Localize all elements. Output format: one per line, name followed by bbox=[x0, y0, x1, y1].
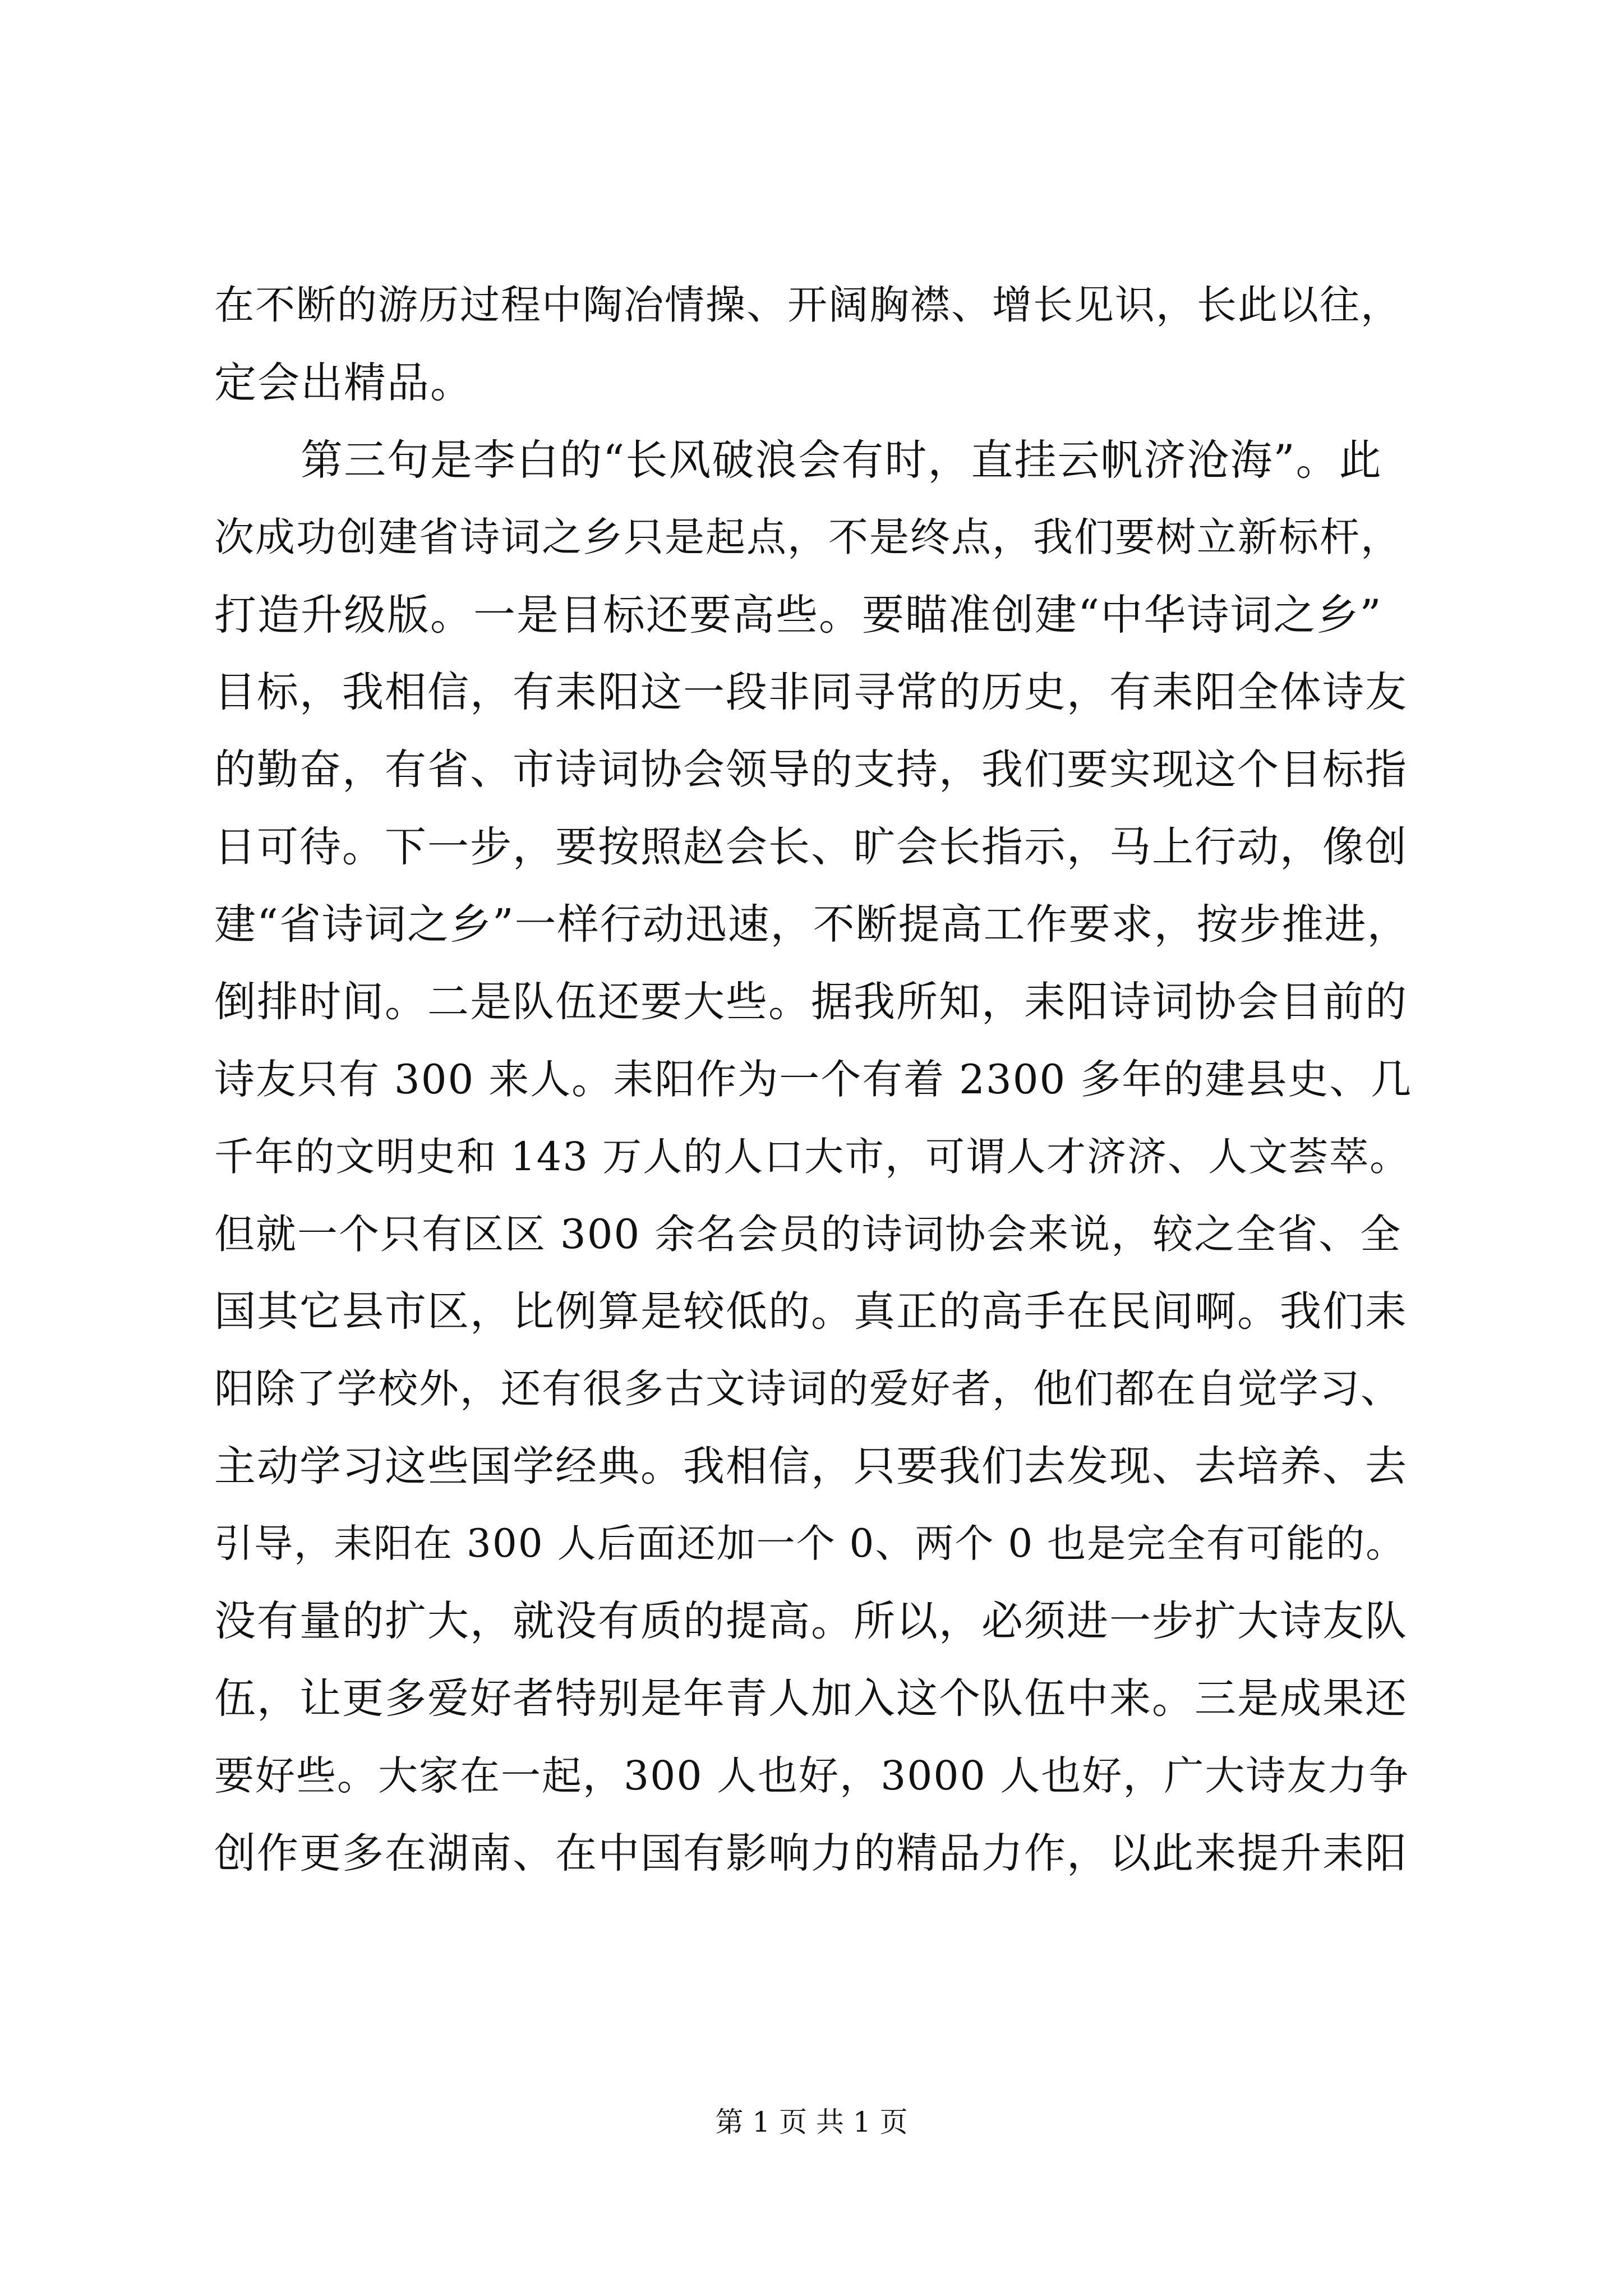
text-line: 千年的文明史和 143 万人的人口大市，可谓人才济济、人文荟萃。 bbox=[214, 1134, 1410, 1180]
text-line: 次成功创建省诗词之乡只是起点，不是终点，我们要树立新标杆， bbox=[214, 514, 1402, 560]
text-line: 主动学习这些国学经典。我相信，只要我们去发现、去培养、去 bbox=[214, 1442, 1408, 1490]
text-line: 诗友只有 300 来人。耒阳作为一个有着 2300 多年的建县史、几 bbox=[214, 1056, 1413, 1103]
text-line: 倒排时间。二是队伍还要大些。据我所知，耒阳诗词协会目前的 bbox=[214, 978, 1408, 1026]
text-line: 目标，我相信，有耒阳这一段非同寻常的历史，有耒阳全体诗友 bbox=[214, 668, 1408, 716]
text-line: 的勤奋，有省、市诗词协会领导的支持，我们要实现这个目标指 bbox=[214, 746, 1408, 794]
text-line: 第三句是李白的“长风破浪会有时，直挂云帆济沧海”。此 bbox=[214, 435, 1382, 485]
text-line: 创作更多在湖南、在中国有影响力的精品力作，以此来提升耒阳 bbox=[214, 1829, 1408, 1878]
text-line: 要好些。大家在一起，300 人也好，3000 人也好，广大诗友力争 bbox=[214, 1752, 1410, 1799]
text-line: 但就一个只有区区 300 余名会员的诗词协会来说，较之全省、全 bbox=[214, 1211, 1402, 1258]
text-line: 定会出精品。 bbox=[214, 358, 474, 407]
text-line: 没有量的扩大，就没有质的提高。所以，必须进一步扩大诗友队 bbox=[214, 1597, 1408, 1645]
text-line: 国其它县市区，比例算是较低的。真正的高手在民间啊。我们耒 bbox=[214, 1287, 1408, 1336]
text-line: 打造升级版。一是目标还要高些。要瞄准创建“中华诗词之乡” bbox=[214, 590, 1382, 639]
body-text bbox=[214, 266, 1414, 1892]
text-line: 伍，让更多爱好者特别是年青人加入这个队伍中来。三是成果还 bbox=[214, 1674, 1408, 1723]
text-line: 建“省诗词之乡”一样行动迅速，不断提高工作要求，按步推进， bbox=[214, 900, 1410, 949]
page-number-footer: 第 1 页 共 1 页 bbox=[715, 2106, 908, 2138]
text-line: 在不断的游历过程中陶冶情操、开阔胸襟、增长见识，长此以往， bbox=[214, 282, 1402, 328]
text-line: 日可待。下一步，要按照赵会长、旷会长指示，马上行动，像创 bbox=[214, 823, 1408, 871]
text-line: 引导，耒阳在 300 人后面还加一个 0、两个 0 也是完全有可能的。 bbox=[214, 1521, 1406, 1566]
text-line: 阳除了学校外，还有很多古文诗词的爱好者，他们都在自觉学习、 bbox=[214, 1365, 1402, 1412]
